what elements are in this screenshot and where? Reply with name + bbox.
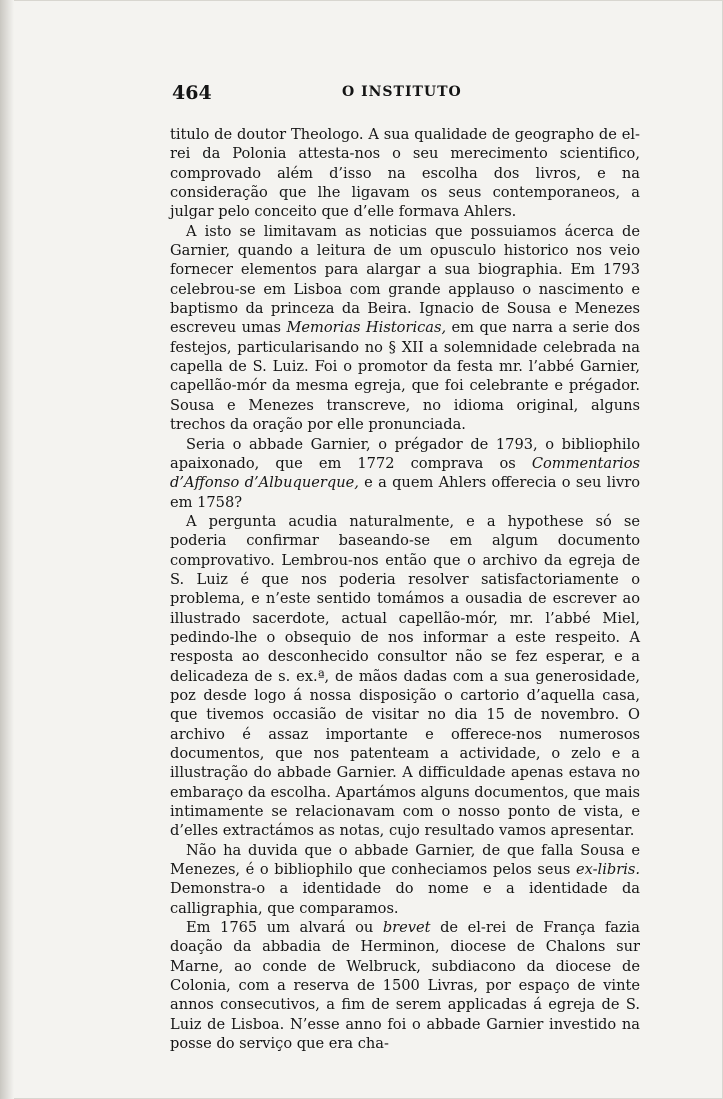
paragraph-text: e a quem Ahlers offerecia o seu livro em 1758? (170, 474, 640, 511)
paragraph (170, 918, 640, 1053)
page-number: 464 (172, 82, 212, 104)
paragraph-text: Seria o abbade Garnier, o prégador de 1793, o bibliophilo apaixonado, que em 1772 comprava os (170, 435, 640, 472)
paragraph-text: A pergunta acudia naturalmente, e a hypothese só se poderia confirmar baseando-se em algum documento comprovativo. Lembrou-nos então que o archivo da egreja de S. Luiz é que nos poderia resolver satisfactoriamente o problema, e n’este sentido tomámos a ousadia de escrever ao illustrado sacerdote, actual capellão-mór, mr. l’abbé Miel, pedindo-lhe o obsequio de nos informar a este respeito. A resposta ao desconhecido consultor não se fez esperar, e a delicadeza de s. ex.ª, de mãos dadas com a sua generosidade, poz desde logo á nossa disposição o cartorio d’aquella casa, que tivemos occasião de visitar no dia 15 de novembro. O archivo é assaz importante e offerece-nos numerosos documentos, que nos patenteam a actividade, o zelo e a illustração do abbade Garnier. A difficuldade apenas estava no embaraço da escolha. Apartámos alguns documentos, que mais intimamente se relacionavam com o nosso ponto de vista, e d’elles extractámos as notas, cujo resultado vamos apresentar. (170, 512, 640, 840)
paragraph-text: Demonstra-o a identidade do nome e a identidade da calligraphia, que comparamos. (170, 880, 640, 917)
paragraph (170, 435, 640, 512)
italic-text: Memorias Historicas, (286, 319, 447, 337)
italic-text: ex-libris. (576, 861, 640, 879)
paragraph-text: de el-rei de França fazia doação da abbadia de Herminon, diocese de Chalons sur Marne, ao conde de Welbruck, subdiacono da diocese de Colonia, com a reserva de 1500 Livras, por espaço de vinte annos consecutivos, a fim de serem applicadas á egreja de S. Luiz de Lisboa. N’esse anno foi o abbade Garnier investido na posse do serviço que era cha- (170, 919, 640, 1053)
italic-text: brevet (382, 919, 431, 937)
paragraph-text: Não ha duvida que o abbade Garnier, de que falla Sousa e Menezes, é o bibliophilo que conheciamos pelos seus (170, 841, 640, 879)
page-header (172, 82, 637, 108)
running-title: O INSTITUTO (342, 84, 462, 100)
paragraph-text: titulo de doutor Theologo. A sua qualidade de geographo de el-rei da Polonia attesta-nos o seu merecimento scientifico, comprovado além d’isso na escolha dos livros, e na consideração que lhe ligavam os seus contemporaneos, a julgar pelo conceito que d’elle formava Ahlers. (170, 126, 640, 221)
body-text (170, 125, 640, 1054)
paragraph-text: Em 1765 um alvará ou (186, 919, 383, 937)
paragraph (170, 222, 640, 435)
paragraph (170, 125, 640, 222)
paragraph-text: em que narra a serie dos festejos, particularisando no § XII a solemnidade celebrada na capella de S. Luiz. Foi o promotor da festa mr. l’abbé Garnier, capellão-mór da mesma egreja, que foi celebrante e prégador. Sousa e Menezes transcreve, no idioma original, alguns trechos da oração por elle pronunciada. (170, 319, 640, 434)
page-edge-shadow (0, 0, 14, 1099)
paragraph (170, 512, 640, 841)
paragraph (170, 841, 640, 918)
italic-text: Commentarios d’Affonso d’Albuquerque, (170, 454, 640, 492)
paragraph-text: A isto se limitavam as noticias que possuiamos ácerca de Garnier, quando a leitura de um opusculo historico nos veio fornecer elementos para alargar a sua biographia. Em 1793 celebrou-se em Lisboa com grande applauso o nascimento e baptismo da princeza da Beira. Ignacio de Sousa e Menezes escreveu umas (170, 222, 640, 337)
